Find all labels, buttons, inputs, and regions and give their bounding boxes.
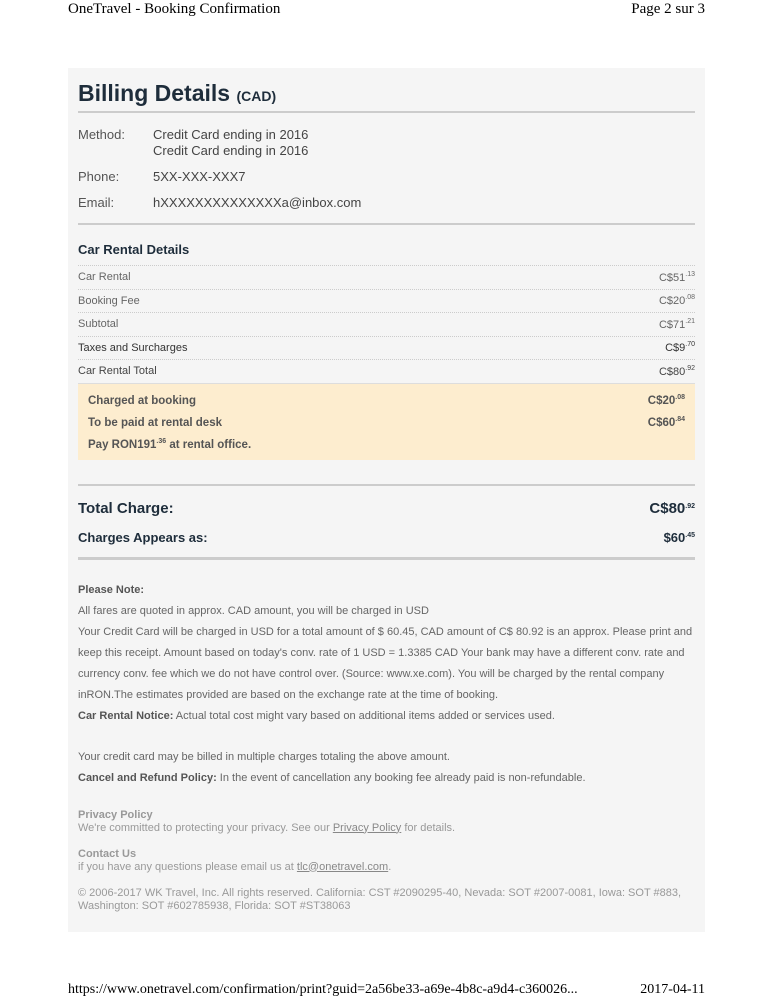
charged-label: Charged at booking (88, 394, 196, 407)
charge-label: Car Rental Total (78, 365, 157, 378)
currency-label: (CAD) (236, 88, 277, 104)
totals (78, 484, 695, 545)
legal-footer (78, 809, 695, 913)
desk-amount: $C\$60^{.84}$ (647, 416, 685, 429)
cancel-text: In the event of cancellation any booking fee already paid is non-refundable. (216, 771, 586, 784)
charge-amount: $C\$71^{.21}$ (658, 317, 695, 331)
note-text: All fares are quoted in approx. CAD amount, you will be charged in USD (78, 604, 429, 617)
contact-title: Contact Us (78, 847, 137, 860)
privacy-text: for details. (401, 821, 456, 834)
cancel-label: Cancel and Refund Policy: (78, 771, 217, 784)
email-label: Email: (78, 195, 115, 210)
charge-row (78, 312, 695, 336)
print-footer-url: https://www.onetravel.com/confirmation/print?guid=2a56be33-a69e-4b8c-a9d4-c360026... (68, 982, 578, 997)
note-text: Your Credit Card will be charged in USD for a total amount of $ 60.45, CAD amount of C$ 80.92 is an approx. Please print and keep this receipt. Amount based on today's conv. rate of 1 USD = 1.3385 CAD Your bank may have a different conv. rate and currency conv. fee which we do not have control over. (Source: www.xe.com). You will be charged by the rental company inRON.The estimates provided are based on the exchange rate at the time of booking. (78, 625, 693, 701)
charge-amount: $C\$80^{.92}$ (658, 364, 695, 378)
copyright: © 2006-2017 WK Travel, Inc. All rights reserved. California: CST #2090295-40, Nevada: SOT #2007-0081, Iowa: SOT #883, Washington: SOT #602785938, Florida: SOT #ST38063 (78, 886, 682, 912)
charge-row (78, 289, 695, 313)
note-title: Please Note: (78, 583, 145, 596)
billing-title (78, 80, 695, 113)
multi-charge-text: Your credit card may be billed in multiple charges totaling the above amount. (78, 750, 450, 763)
method-label: Method: (78, 127, 125, 142)
print-footer-date: 2017-04-11 (640, 982, 705, 997)
notice-label: Car Rental Notice: (78, 709, 174, 722)
total-charge-amount: $C\$80^{.92}$ (649, 499, 695, 517)
desk-label: To be paid at rental desk (88, 416, 222, 429)
car-rental-title: Car Rental Details (78, 242, 190, 257)
charge-row (78, 265, 695, 289)
please-note (78, 580, 695, 789)
billing-panel (68, 68, 705, 932)
divider (78, 223, 695, 225)
method-value: Credit Card ending in 2016 (153, 127, 309, 142)
charged-amount: $C\$20^{.08}$ (647, 394, 685, 407)
pay-local-note: Pay $RON191^{.36}$ at rental office. (88, 438, 252, 451)
print-header-title: OneTravel - Booking Confirmation (68, 1, 281, 17)
charge-row (78, 336, 695, 360)
method-value: Credit Card ending in 2016 (153, 143, 309, 158)
car-rental-rows (78, 265, 695, 383)
phone-value: 5XX-XXX-XXX7 (153, 169, 246, 184)
privacy-text: We're committed to protecting your privacy. See our (78, 821, 333, 834)
phone-label: Phone: (78, 169, 120, 184)
charge-label: Taxes and Surcharges (78, 341, 188, 354)
charge-amount: $C\$20^{.08}$ (658, 294, 695, 308)
divider (78, 557, 695, 560)
contact-text: . (388, 860, 392, 873)
charge-amount: $C\$9^{.70}$ (665, 341, 695, 355)
charge-row (78, 359, 695, 383)
privacy-policy-link[interactable]: Privacy Policy (332, 821, 402, 834)
notice-text: Actual total cost might vary based on additional items added or services used. (173, 709, 555, 722)
charge-label: Car Rental (78, 271, 131, 284)
total-charge-label: Total Charge: (78, 499, 174, 517)
print-page-number: Page 2 sur 3 (631, 1, 705, 17)
contact-email-link[interactable]: tlc@onetravel.com (296, 860, 389, 873)
charge-label: Booking Fee (78, 294, 140, 307)
payment-breakdown (78, 383, 695, 460)
billing-info (78, 127, 695, 211)
email-value: hXXXXXXXXXXXXXXa@inbox.com (153, 195, 362, 210)
charge-amount: $C\$51^{.13}$ (658, 270, 695, 284)
charge-label: Subtotal (78, 318, 119, 331)
contact-text: if you have any questions please email us at (78, 860, 297, 873)
charges-appears-amount: $\$60^{.45}$ (663, 529, 695, 545)
charges-appears-label: Charges Appears as: (78, 529, 208, 545)
privacy-title: Privacy Policy (78, 808, 153, 821)
billing-title-text: Billing Details (78, 80, 231, 106)
